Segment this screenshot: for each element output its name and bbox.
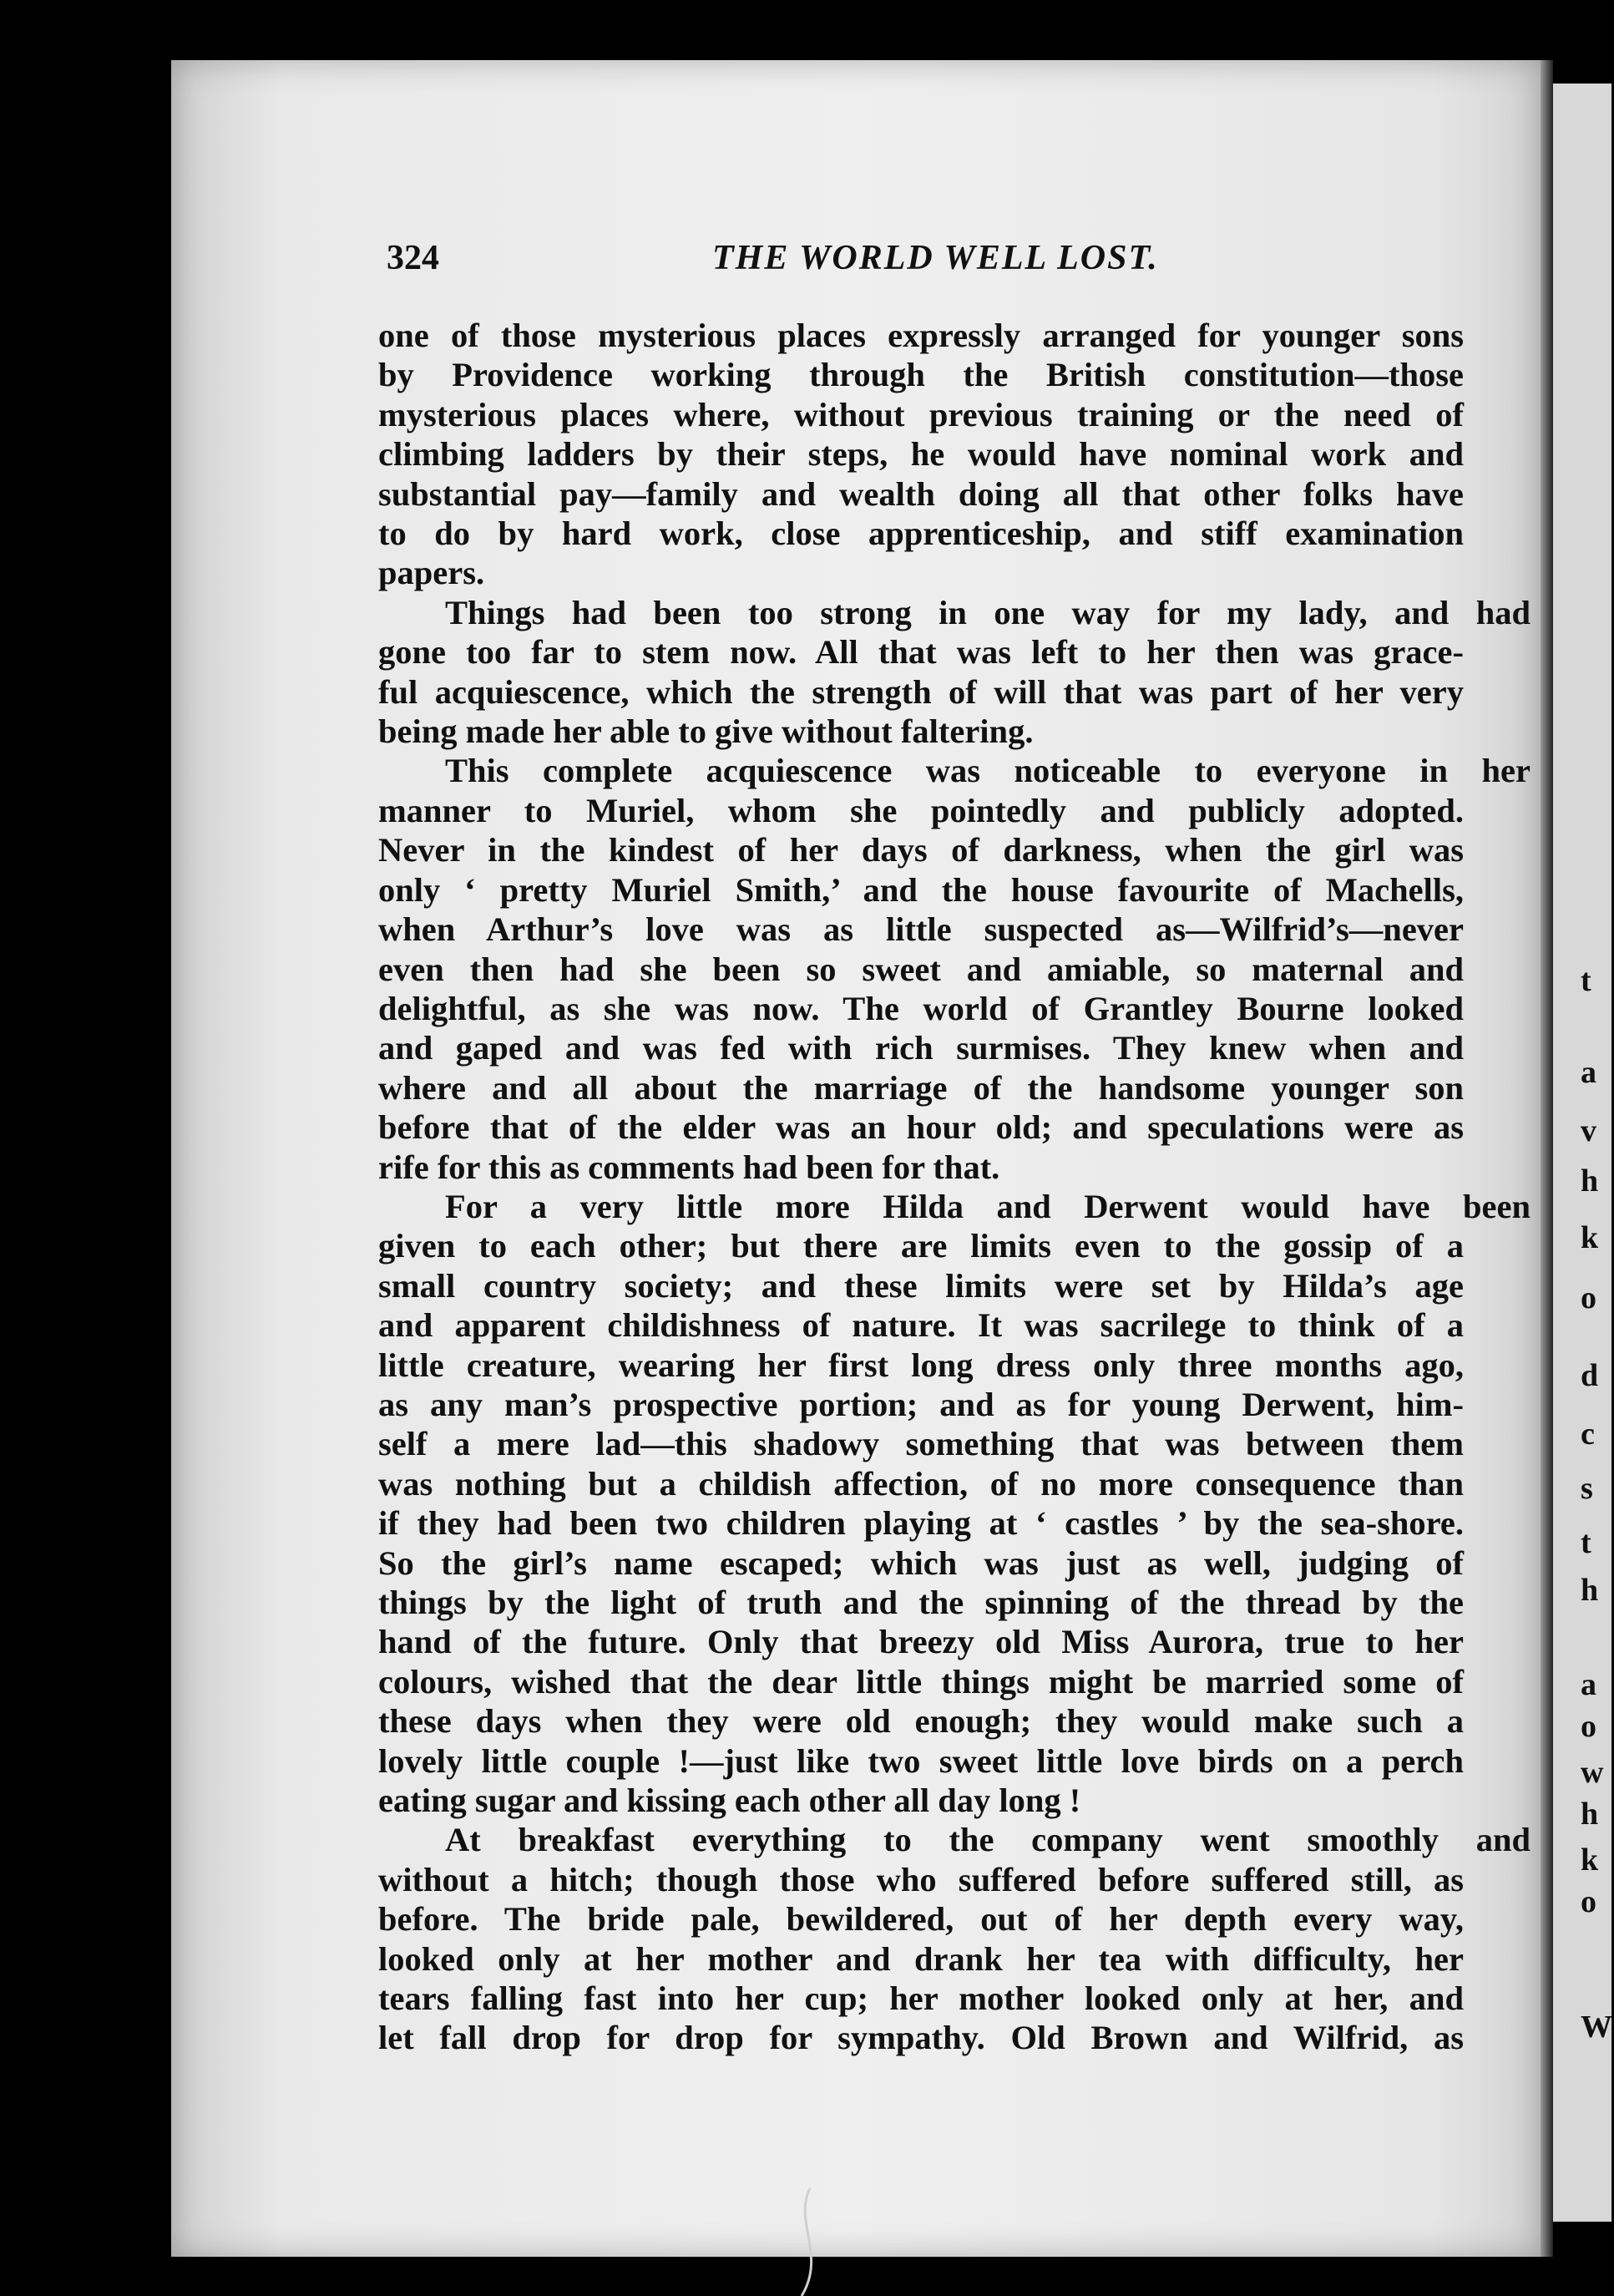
text-line: let fall drop for drop for sympathy. Old Brown and Wilfrid, as <box>378 2019 1464 2057</box>
text-line: without a hitch; though those who suffered before suffered still, as <box>378 1860 1464 1898</box>
facing-page-letter: a <box>1581 1055 1596 1090</box>
facing-page-letter: h <box>1581 1797 1599 1832</box>
facing-page-letter: h <box>1581 1163 1599 1199</box>
text-line: For a very little more Hilda and Derwent would have been <box>445 1187 1531 1225</box>
text-line: Things had been too strong in one way for my lady, and had <box>445 593 1531 631</box>
text-line: manner to Muriel, whom she pointedly and publicly adopted. <box>378 791 1464 829</box>
text-line: and apparent childishness of nature. It was sacrilege to think of a <box>378 1306 1464 1345</box>
text-line: This complete acquiescence was noticeable to everyone in her <box>445 752 1531 790</box>
text-line: ful acquiescence, which the strength of will that was part of her very <box>378 672 1464 711</box>
text-line: if they had been two children playing at ‘ castles ’ by the sea-shore. <box>378 1504 1464 1543</box>
facing-page-letter: v <box>1581 1113 1596 1148</box>
text-line: being made her able to give without faltering. <box>378 712 1034 751</box>
text-line: things by the light of truth and the spinning of the thread by the <box>378 1584 1464 1621</box>
text-line: when Arthur’s love was as little suspected as—Wilfrid’s—never <box>378 910 1464 949</box>
text-line: lovely little couple !—just like two sweet little love birds on a perch <box>378 1741 1464 1780</box>
text-line: delightful, as she was now. The world of Grantley Bourne looked <box>378 989 1464 1027</box>
facing-page-letter: d <box>1581 1358 1599 1393</box>
text-line: by Providence working through the British constitution—those <box>378 356 1464 394</box>
text-line: was nothing but a childish affection, of no more consequence than <box>378 1464 1464 1503</box>
facing-page-letter: k <box>1581 1220 1599 1255</box>
bookmark-ribbon <box>777 2188 843 2296</box>
text-line: rife for this as comments had been for that. <box>378 1148 1000 1186</box>
facing-page-letter: o <box>1581 1280 1596 1315</box>
text-line: colours, wished that the dear little things might be married some of <box>378 1662 1464 1700</box>
text-line: small country society; and these limits were set by Hilda’s age <box>378 1266 1464 1305</box>
facing-page-letter: a <box>1581 1667 1596 1702</box>
facing-page-letter: c <box>1581 1417 1595 1452</box>
text-line: where and all about the marriage of the handsome younger son <box>378 1068 1464 1107</box>
text-line: papers. <box>378 554 485 592</box>
facing-page-letter: W <box>1581 2010 1612 2045</box>
facing-page-letter: h <box>1581 1573 1599 1608</box>
facing-page-letter: w <box>1581 1755 1604 1790</box>
text-line: before that of the elder was an hour old; and speculations were as <box>378 1108 1464 1147</box>
text-line: At breakfast everything to the company went smoothly and <box>445 1821 1531 1859</box>
facing-page-letter: k <box>1581 1842 1599 1878</box>
text-line: gone too far to stem now. All that was left to her then was grace- <box>378 633 1464 672</box>
text-line: substantial pay—family and wealth doing all that other folks have <box>378 474 1464 513</box>
text-line: only ‘ pretty Muriel Smith,’ and the house favourite of Machells, <box>378 870 1464 909</box>
text-line: hand of the future. Only that breezy old Miss Aurora, true to her <box>378 1623 1464 1661</box>
text-line: climbing ladders by their steps, he would have nominal work and <box>378 435 1464 474</box>
text-line: looked only at her mother and drank her tea with difficulty, her <box>378 1939 1464 1978</box>
text-line: tears falling fast into her cup; her mother looked only at her, and <box>378 1979 1464 2018</box>
page-header <box>387 238 1263 288</box>
text-line: So the girl’s name escaped; which was just as well, judging of <box>378 1543 1464 1582</box>
text-line: these days when they were old enough; they would make such a <box>378 1702 1464 1741</box>
text-line: before. The bride pale, bewildered, out of her depth every way, <box>378 1900 1464 1939</box>
text-line: to do by hard work, close apprenticeship, and stiff examination <box>378 514 1464 553</box>
text-line: mysterious places where, without previous training or the need of <box>378 395 1464 433</box>
facing-page-letter: o <box>1581 1884 1596 1919</box>
text-line: given to each other; but there are limits even to the gossip of a <box>378 1227 1464 1265</box>
text-line: and gaped and was fed with rich surmises. They knew when and <box>378 1029 1464 1067</box>
text-line: eating sugar and kissing each other all day long ! <box>378 1782 1081 1820</box>
facing-page-letter: s <box>1581 1471 1593 1506</box>
text-line: as any man’s prospective portion; and as for young Derwent, him- <box>378 1385 1464 1423</box>
text-line: Never in the kindest of her days of darkness, when the girl was <box>378 831 1464 869</box>
text-line: self a mere lad—this shadowy something that was between them <box>378 1425 1464 1463</box>
page-fold-shadow <box>1541 60 1553 2257</box>
page-body-text <box>378 316 1531 2058</box>
facing-page-letter: t <box>1581 1525 1591 1560</box>
text-line: even then had she been so sweet and amiable, so maternal and <box>378 950 1464 988</box>
running-title: THE WORLD WELL LOST. <box>712 239 1159 277</box>
facing-page-letter: o <box>1581 1709 1596 1744</box>
page-number: 324 <box>387 239 439 277</box>
text-line: one of those mysterious places expressly arranged for younger sons <box>378 317 1464 354</box>
facing-page-fragments <box>1581 0 1614 2296</box>
text-line: little creature, wearing her first long dress only three months ago, <box>378 1346 1464 1384</box>
facing-page-letter: t <box>1581 963 1591 998</box>
